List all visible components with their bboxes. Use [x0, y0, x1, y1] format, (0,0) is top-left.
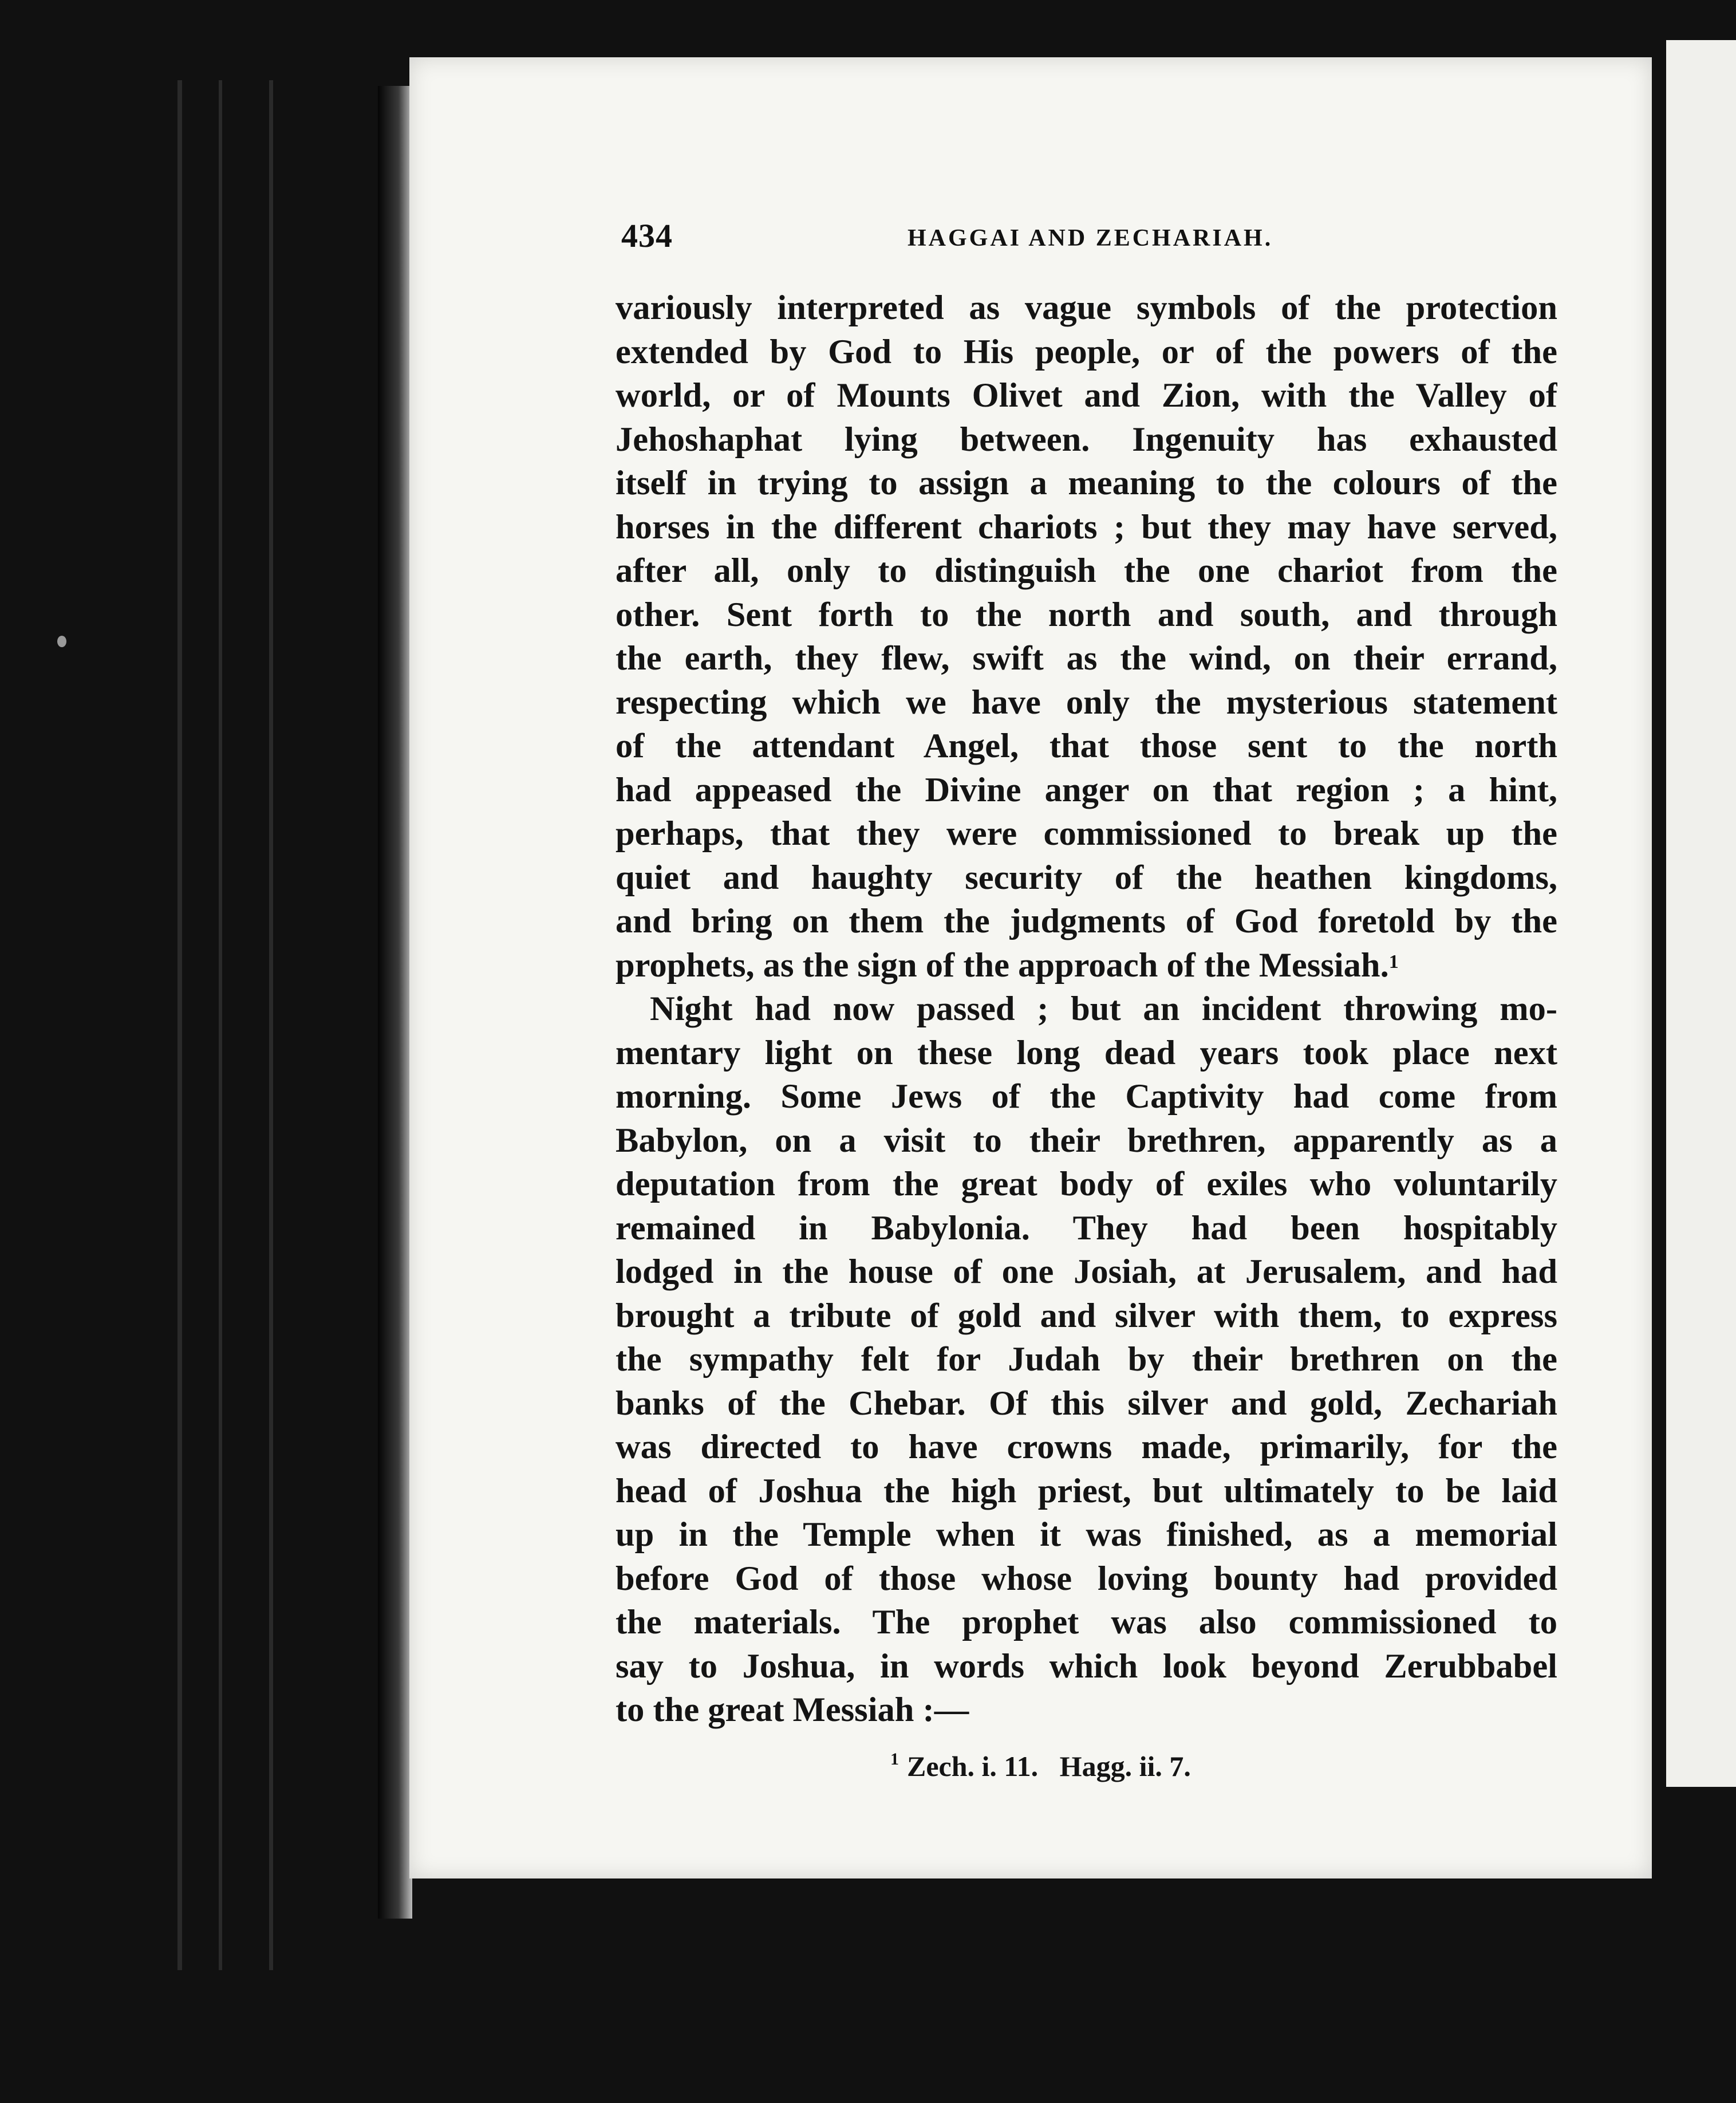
text-line: head of Joshua the high priest, but ultimately to be laid [616, 1471, 1557, 1510]
text-line: other. Sent forth to the north and south, and through [616, 595, 1557, 634]
text-line: had appeased the Divine anger on that region ; a hint, [616, 770, 1557, 809]
body-text [616, 286, 1557, 1732]
text-line: the earth, they flew, swift as the wind, on their errand, [616, 639, 1557, 678]
running-title: HAGGAI AND ZECHARIAH. [908, 225, 1273, 251]
scan-stripe [177, 80, 182, 1970]
text-line: was directed to have crowns made, primarily, for the [616, 1428, 1557, 1466]
text-line: after all, only to distinguish the one chariot from the [616, 552, 1557, 590]
text-line: the sympathy felt for Judah by their brethren on the [616, 1340, 1557, 1379]
text-line: variously interpreted as vague symbols of the protection [616, 289, 1557, 327]
text-line: world, or of Mounts Olivet and Zion, with the Valley of [616, 376, 1557, 415]
text-line-with-footnote-ref [616, 944, 1557, 988]
scan-stripe [219, 80, 222, 1970]
scan-speck [57, 636, 66, 647]
text-line: brought a tribute of gold and silver with them, to express [616, 1296, 1557, 1335]
text-line: quiet and haughty security of the heathen kingdoms, [616, 858, 1557, 897]
text-line: horses in the different chariots ; but they may have served, [616, 507, 1557, 546]
text-line: perhaps, that they were commissioned to break up the [616, 814, 1557, 853]
text-line: before God of those whose loving bounty had provided [616, 1559, 1557, 1598]
text-line: respecting which we have only the mysterious statement [616, 683, 1557, 722]
text-line: mentary light on these long dead years took place next [616, 1033, 1557, 1072]
footnote-marker: 1 [890, 1750, 899, 1769]
scan-stripe [269, 80, 273, 1970]
footnote-reference: 1 [1388, 951, 1399, 972]
page-edge [378, 86, 412, 1919]
text-line: itself in trying to assign a meaning to the colours of the [616, 464, 1557, 502]
text-line: and bring on them the judgments of God foretold by the [616, 902, 1557, 940]
text-line: Babylon, on a visit to their brethren, apparently as a [616, 1121, 1557, 1160]
text-line-paragraph-start: Night had now passed ; but an incident throwing mo- [650, 990, 1557, 1028]
text-line: lodged in the house of one Josiah, at Jerusalem, and had [616, 1253, 1557, 1291]
text-line: say to Joshua, in words which look beyond Zerubbabel [616, 1647, 1557, 1685]
text-line: extended by God to His people, or of the powers of the [616, 332, 1557, 371]
running-head [621, 216, 1736, 262]
text-line: up in the Temple when it was finished, as a memorial [616, 1515, 1557, 1554]
text-line: to the great Messiah :— [616, 1691, 969, 1729]
text-line: deputation from the great body of exiles who voluntarily [616, 1165, 1557, 1203]
text-line: Jehoshaphat lying between. Ingenuity has exhausted [616, 420, 1557, 459]
text-line: morning. Some Jews of the Captivity had come from [616, 1077, 1557, 1116]
facing-page-edge [1666, 40, 1736, 1787]
text-line: banks of the Chebar. Of this silver and gold, Zechariah [616, 1384, 1557, 1423]
page-number: 434 [621, 217, 673, 254]
text-line: remained in Babylonia. They had been hospitably [616, 1208, 1557, 1247]
text-line: the materials. The prophet was also commissioned to [616, 1603, 1557, 1641]
text-line: of the attendant Angel, that those sent to the north [616, 727, 1557, 765]
text-line: prophets, as the sign of the approach of the Messiah. [616, 946, 1389, 984]
footnote [890, 1750, 1191, 1783]
footnote-text: Zech. i. 11. Hagg. ii. 7. [907, 1750, 1191, 1782]
